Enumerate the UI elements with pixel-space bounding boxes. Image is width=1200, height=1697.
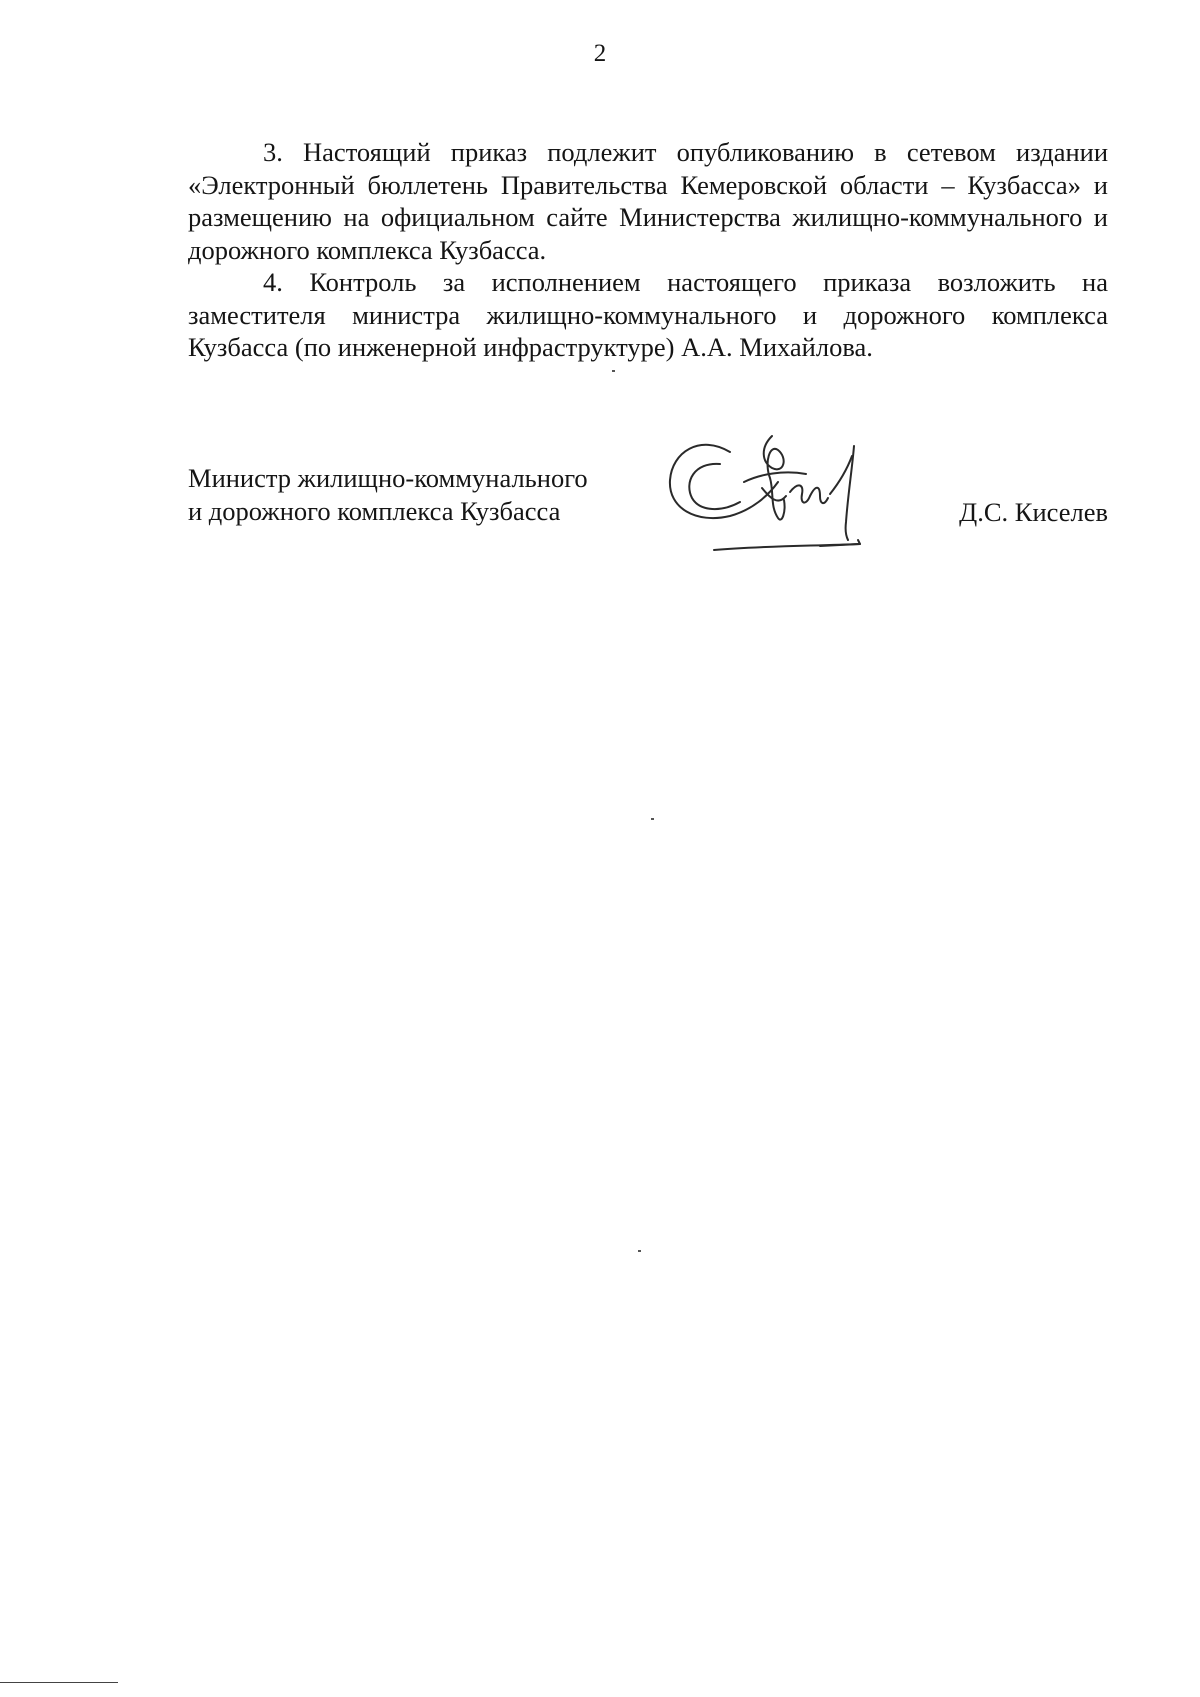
- paragraph-3-publication: 3. Настоящий приказ подлежит опубликованию в сетевом издании «Электронный бюллетень Правительства Кемеровской области – Кузбасса» и размещению на официальном сайте Министерства жилищно-коммунального и дорожного комплекса Кузбасса.: [188, 137, 1108, 265]
- scan-speck: [638, 1250, 641, 1252]
- signer-title-line-1: Министр жилищно-коммунального: [188, 463, 588, 493]
- paragraph-4-control: 4. Контроль за исполнением настоящего приказа возложить на заместителя министра жилищно-коммунального и дорожного комплекса Кузбасса (по инженерной инфраструктуре) А.А. Михайлова.: [188, 267, 1108, 362]
- handwritten-signature: [660, 422, 920, 562]
- scan-speck: [651, 818, 654, 820]
- signer-title: [188, 462, 588, 528]
- footer-rule: [0, 1682, 118, 1683]
- document-body: [188, 136, 1108, 364]
- signer-title-line-2: и дорожного комплекса Кузбасса: [188, 496, 561, 526]
- page-number: 2: [593, 40, 607, 67]
- scan-speck: [612, 370, 615, 372]
- signer-name: Д.С. Киселев: [959, 497, 1108, 527]
